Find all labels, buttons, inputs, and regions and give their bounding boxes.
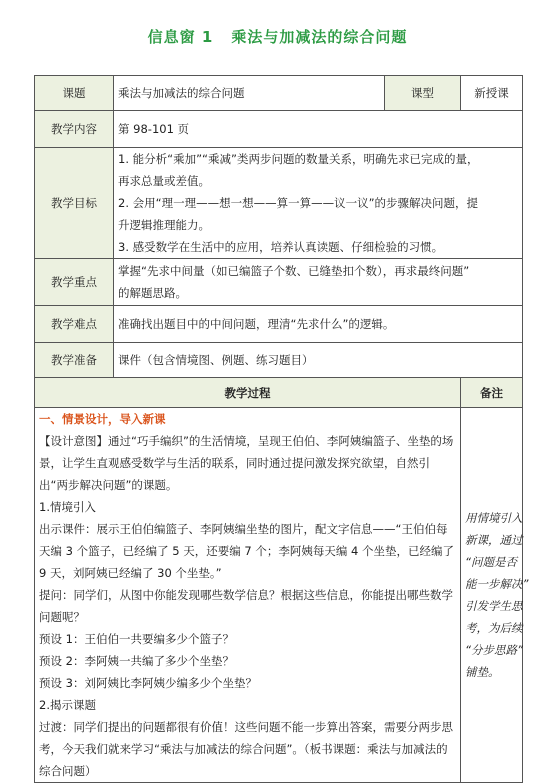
preparation-label: 教学准备 bbox=[35, 343, 114, 378]
row-process bbox=[35, 408, 523, 783]
row-topic bbox=[35, 76, 523, 111]
note-line: 能一步解决” bbox=[465, 577, 529, 591]
row-content bbox=[35, 111, 523, 148]
content-label: 教学内容 bbox=[35, 111, 114, 148]
row-key-point bbox=[35, 259, 523, 306]
key-point-line: 掌握“先求中间量（如已编篮子个数、已缝垫扣个数），再求最终问题” bbox=[118, 264, 470, 278]
preset-answer: 预设 1：王伯伯一共要编多少个篮子？ bbox=[39, 632, 234, 646]
note-line: 铺垫。 bbox=[465, 665, 500, 679]
topic-label: 课题 bbox=[35, 76, 114, 111]
key-point-line: 的解题思路。 bbox=[118, 286, 187, 300]
subsection-heading: 1.情境引入 bbox=[39, 500, 96, 514]
process-content bbox=[35, 408, 461, 783]
design-intent: 【设计意图】通过“巧手编织”的生活情境，呈现王伯伯、李阿姨编篮子、坐垫的场景，让学生直观感受数学与生活的联系，同时通过提问激发探究欲望，自然引出“两步解决问题”的课题。 bbox=[39, 434, 454, 492]
notes-content bbox=[461, 408, 529, 783]
content-value: 第 98-101 页 bbox=[114, 111, 523, 148]
goals-line: 1. 能分析“乘加”“乘减”类两步问题的数量关系，明确先求已完成的量， bbox=[118, 152, 479, 166]
note-line: 新课，通过 bbox=[465, 533, 523, 547]
title-number: 信息窗 1 bbox=[147, 28, 214, 46]
difficulty-value: 准确找出题目中的中间问题，理清“先求什么”的逻辑。 bbox=[114, 306, 523, 343]
lesson-plan-table bbox=[34, 75, 529, 783]
process-header: 教学过程 bbox=[35, 378, 461, 408]
goals-value bbox=[114, 148, 523, 259]
transition-text: 过渡：同学们提出的问题都很有价值！这些问题不能一步算出答案，需要分两步思考，今天我们就来学习“乘法与加减法的综合问题”。（板书课题：乘法与加减法的综合问题） bbox=[39, 720, 453, 778]
row-difficulty bbox=[35, 306, 523, 343]
note-line: 考，为后续 bbox=[465, 621, 523, 635]
goals-line: 升逻辑推理能力。 bbox=[118, 218, 210, 232]
goals-label: 教学目标 bbox=[35, 148, 114, 259]
page-title bbox=[0, 26, 555, 47]
courseware-text: 出示课件：展示王伯伯编篮子、李阿姨编坐垫的图片，配文字信息——“王伯伯每天编 3 个篮子，已经编了 5 天，还要编 7 个；李阿姨每天编 4 个坐垫，已经编了 9 天，刘阿姨已经编了 30 个坐垫。” bbox=[39, 522, 455, 580]
row-section-headers bbox=[35, 378, 523, 408]
notes-header: 备注 bbox=[461, 378, 523, 408]
subsection-heading: 2.揭示课题 bbox=[39, 698, 96, 712]
topic-value: 乘法与加减法的综合问题 bbox=[114, 76, 385, 111]
goals-line: 再求总量或差值。 bbox=[118, 174, 210, 188]
preset-answer: 预设 2：李阿姨一共编了多少个坐垫？ bbox=[39, 654, 234, 668]
key-point-label: 教学重点 bbox=[35, 259, 114, 306]
preset-answer: 预设 3：刘阿姨比李阿姨少编多少个坐垫？ bbox=[39, 676, 257, 690]
preparation-value: 课件（包含情境图、例题、练习题目） bbox=[114, 343, 523, 378]
type-label: 课型 bbox=[385, 76, 461, 111]
note-line: 引发学生思 bbox=[465, 599, 523, 613]
note-line: “问题是否 bbox=[465, 555, 517, 569]
row-goals bbox=[35, 148, 523, 259]
difficulty-label: 教学难点 bbox=[35, 306, 114, 343]
row-preparation bbox=[35, 343, 523, 378]
note-line: 用情境引入 bbox=[465, 511, 523, 525]
question-text: 提问：同学们，从图中你能发现哪些数学信息？根据这些信息，你能提出哪些数学问题呢？ bbox=[39, 588, 453, 624]
key-point-value bbox=[114, 259, 523, 306]
type-value: 新授课 bbox=[461, 76, 523, 111]
section-heading: 一、情景设计，导入新课 bbox=[39, 412, 166, 426]
title-name: 乘法与加减法的综合问题 bbox=[231, 28, 408, 46]
goals-line: 3. 感受数学在生活中的应用，培养认真读题、仔细检验的习惯。 bbox=[118, 240, 444, 254]
goals-line: 2. 会用“理一理——想一想——算一算——议一议”的步骤解决问题，提 bbox=[118, 196, 479, 210]
note-line: “分步思路” bbox=[465, 643, 523, 657]
